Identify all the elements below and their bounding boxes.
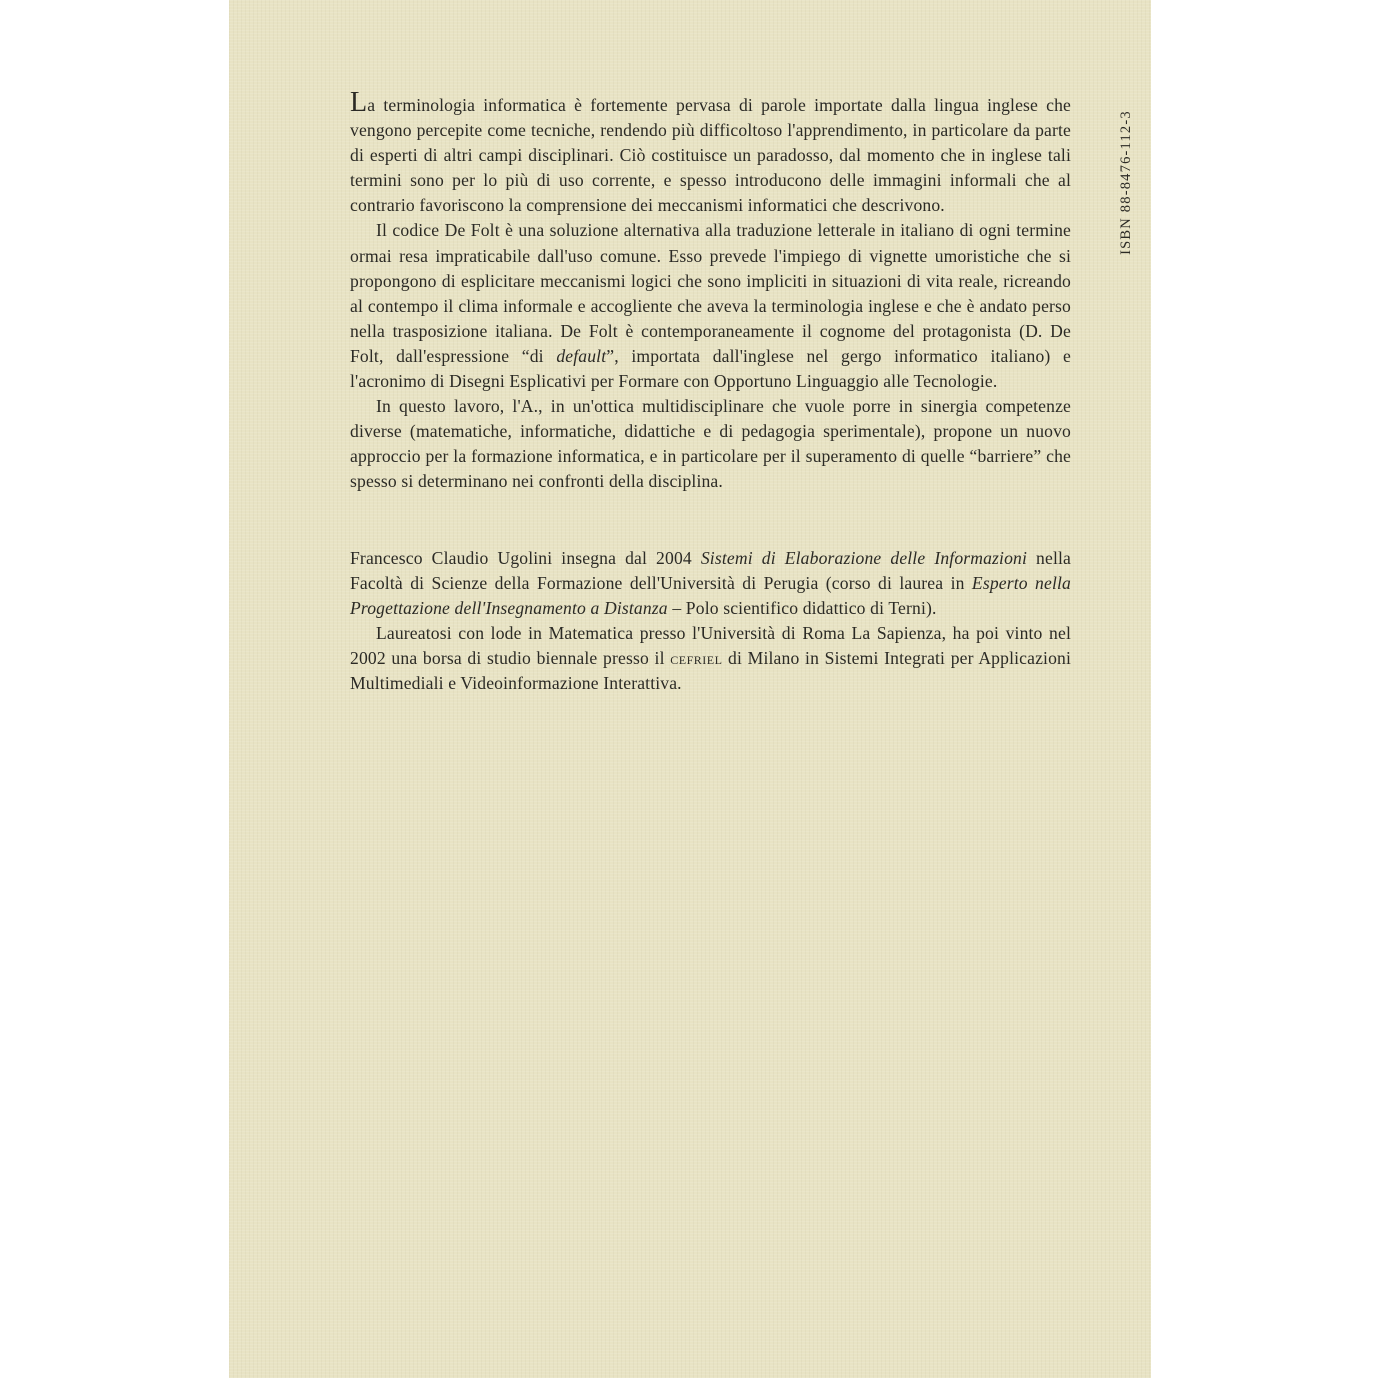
bio-paragraph-1-text-c: – Polo scientifico didattico di Terni). xyxy=(667,597,937,618)
drop-cap: L xyxy=(350,87,368,118)
bio-course-title: Sistemi di Elaborazione delle Informazioni xyxy=(700,547,1028,568)
bio-paragraph-1-text-b: nella Facoltà di Scienze della Formazione dell'Università di Perugia (corso di laurea in xyxy=(350,547,1071,593)
intro-paragraph-1-text: a terminologia informatica è fortemente pervasa di parole importate dalla lingua inglese che vengono percepite come tecniche, rendendo più difficoltoso l'apprendimento, in particolare da parte di esperti di altri campi disciplinari. Ciò costituisce un paradosso, dal momento che in inglese tali termini sono per lo più di uso corrente, e spesso introducono delle immagini informali che al contrario favoriscono la comprensione dei meccanismi informatici che descrivono. xyxy=(350,95,1071,216)
cover-text xyxy=(350,89,1071,696)
isbn-text: ISBN 88-8476-112-3 xyxy=(1117,109,1134,255)
intro-paragraph-2-text-a: Il codice De Folt è una soluzione alternativa alla traduzione letterale in italiano di ogni termine ormai resa impraticabile dall'uso comune. Esso prevede l'impiego di vignette umoristiche che si propongono di esplicitare meccanismi logici che sono impliciti in situazioni di vita reale, ricreando al contempo il clima informale e accogliente che aveva la terminologia inglese e che è andato perso nella trasposizione italiana. De Folt è contemporaneamente il cognome del protagonista (D. De Folt, dall'espressione “di xyxy=(350,220,1071,366)
section-spacer xyxy=(350,495,1071,521)
isbn-label xyxy=(1108,92,1144,272)
bio-paragraph-2 xyxy=(350,621,1071,696)
bio-paragraph-2-text-a: Laureatosi con lode in Matematica presso l'Università di Roma La Sapienza, ha poi vinto nel 2002 una borsa di studio biennale presso il xyxy=(350,622,1071,668)
intro-paragraph-2-italic: default xyxy=(556,345,607,366)
back-cover xyxy=(229,0,1151,1378)
bio-paragraph-1 xyxy=(350,546,1071,621)
intro-paragraph-3: In questo lavoro, l'A., in un'ottica multidisciplinare che vuole porre in sinergia competenze diverse (matematiche, informatiche, didattiche e di pedagogia sperimentale), propone un nuovo approccio per la formazione informatica, e in particolare per il superamento di quelle “barriere” che spesso si determinano nei confronti della disciplina. xyxy=(350,396,1071,492)
intro-paragraph-2-text-b: ”, importata dall'inglese nel gergo informatico italiano) e l'acronimo di Disegni Esplicativi per Formare con Opportuno Linguaggio alle Tecnologie. xyxy=(350,345,1071,392)
bio-degree-title: Esperto nella Progettazione dell'Insegnamento a Distanza xyxy=(350,572,1071,618)
bio-paragraph-2-text-b: di Milano in Sistemi Integrati per Applicazioni Multimediali e Videoinformazione Interattiva. xyxy=(350,647,1071,693)
intro-paragraph-2 xyxy=(350,218,1071,394)
bio-paragraph-1-text-a: Francesco Claudio Ugolini insegna dal 2004 xyxy=(350,547,701,568)
bio-cefriel: cefriel xyxy=(670,647,723,668)
intro-paragraph-1 xyxy=(350,89,1071,218)
